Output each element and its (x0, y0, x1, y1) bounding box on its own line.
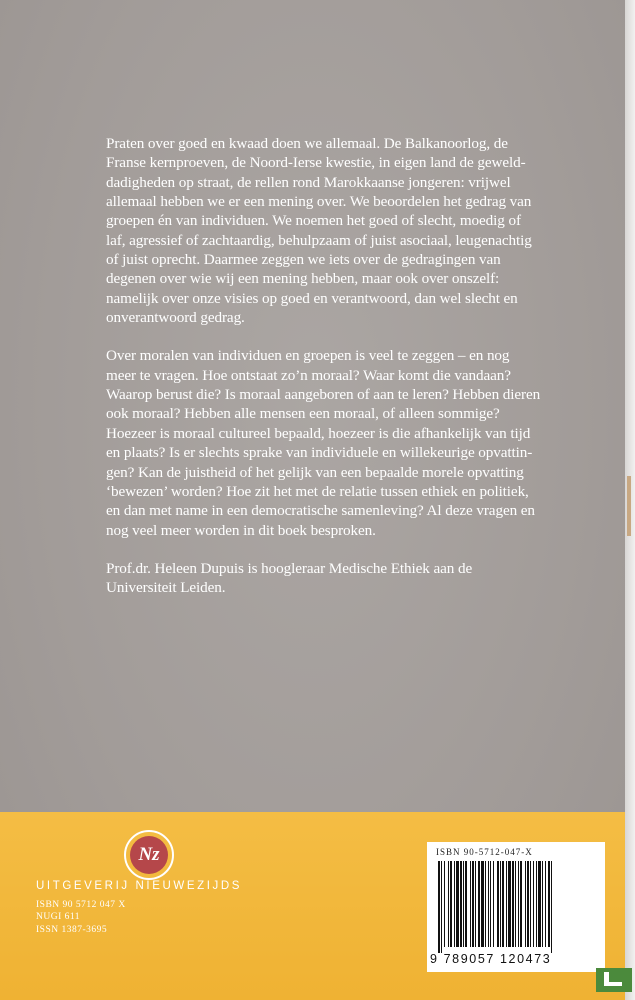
sticker-logo-icon (604, 972, 622, 986)
publisher-name: UITGEVERIJ NIEUWEZIJDS (36, 880, 243, 892)
publisher-logo-icon (124, 830, 174, 880)
barcode-icon (438, 861, 598, 953)
nugi-code: NUGI 611 (36, 912, 81, 923)
blurb-paragraph-1 (106, 134, 536, 327)
text-line: Franse kernproeven, de Noord-Ierse kwestie, in eigen land de geweld- (106, 154, 526, 172)
text-line: degenen over wie wij een mening hebben, maar ook over onszelf: (106, 270, 500, 288)
text-line: Hoezeer is moraal cultureel bepaald, hoezeer is die afhankelijk van tijd (106, 424, 531, 442)
logo-mark: Nz (130, 836, 168, 874)
edge-mark (627, 476, 631, 536)
text-line: Over moralen van individuen en groepen is veel te zeggen – en nog (106, 347, 510, 365)
issn-code: ISSN 1387-3695 (36, 924, 108, 935)
text-line: laf, agressief of zachtaardig, behulpzaam of juist asociaal, leugenachtig (106, 231, 532, 249)
text-line: onverantwoord gedrag. (106, 309, 245, 327)
text-line: allemaal hebben we er een mening over. We beoordelen het gedrag van (106, 193, 532, 211)
barcode-isbn: ISBN 90-5712-047-X (436, 847, 533, 857)
text-line: en plaats? Is er slechts sprake van individuele en willekeurige opvattin- (106, 444, 533, 462)
author-bio (106, 559, 536, 598)
text-line: groepen én van individuen. We noemen het goed of slecht, moedig of (106, 212, 521, 230)
text-line: Universiteit Leiden. (106, 579, 226, 597)
text-line: of juist oprecht. Daarmee zeggen we iets over de gedragingen van (106, 251, 501, 269)
text-line: en dan met name in een democratische samenleving? Al deze vragen en (106, 502, 535, 520)
text-line: nog veel meer worden in dit boek besproken. (106, 521, 376, 539)
text-line: Praten over goed en kwaad doen we allemaal. De Balkanoorlog, de (106, 135, 508, 152)
blurb-paragraph-2 (106, 346, 541, 539)
text-line: ‘bewezen’ worden? Hoe zit het met de relatie tussen ethiek en politiek, (106, 482, 529, 500)
text-line: ook moraal? Hebben alle mensen een moraal, of alleen sommige? (106, 405, 500, 423)
text-line: meer te vragen. Hoe ontstaat zo’n moraal? Waar komt die vandaan? (106, 366, 511, 384)
text-line: namelijk over onze visies op goed en verantwoord, dan wel slecht en (106, 289, 518, 307)
text-line: gen? Kan de juistheid of het gelijk van een bepaalde morele opvatting (106, 463, 524, 481)
text-line: Prof.dr. Heleen Dupuis is hoogleraar Medische Ethiek aan de (106, 559, 473, 577)
isbn-code: ISBN 90 5712 047 X (36, 900, 126, 910)
blurb-text (106, 134, 541, 617)
ean-number: 9 789057 120473 (430, 952, 552, 966)
text-line: dadigheden op straat, de rellen rond Marokkaanse jongeren: vrijwel (106, 173, 511, 191)
text-line: Waarop berust die? Is moraal aangeboren of aan te leren? Hebben dieren (106, 386, 541, 404)
publication-codes (36, 899, 126, 936)
